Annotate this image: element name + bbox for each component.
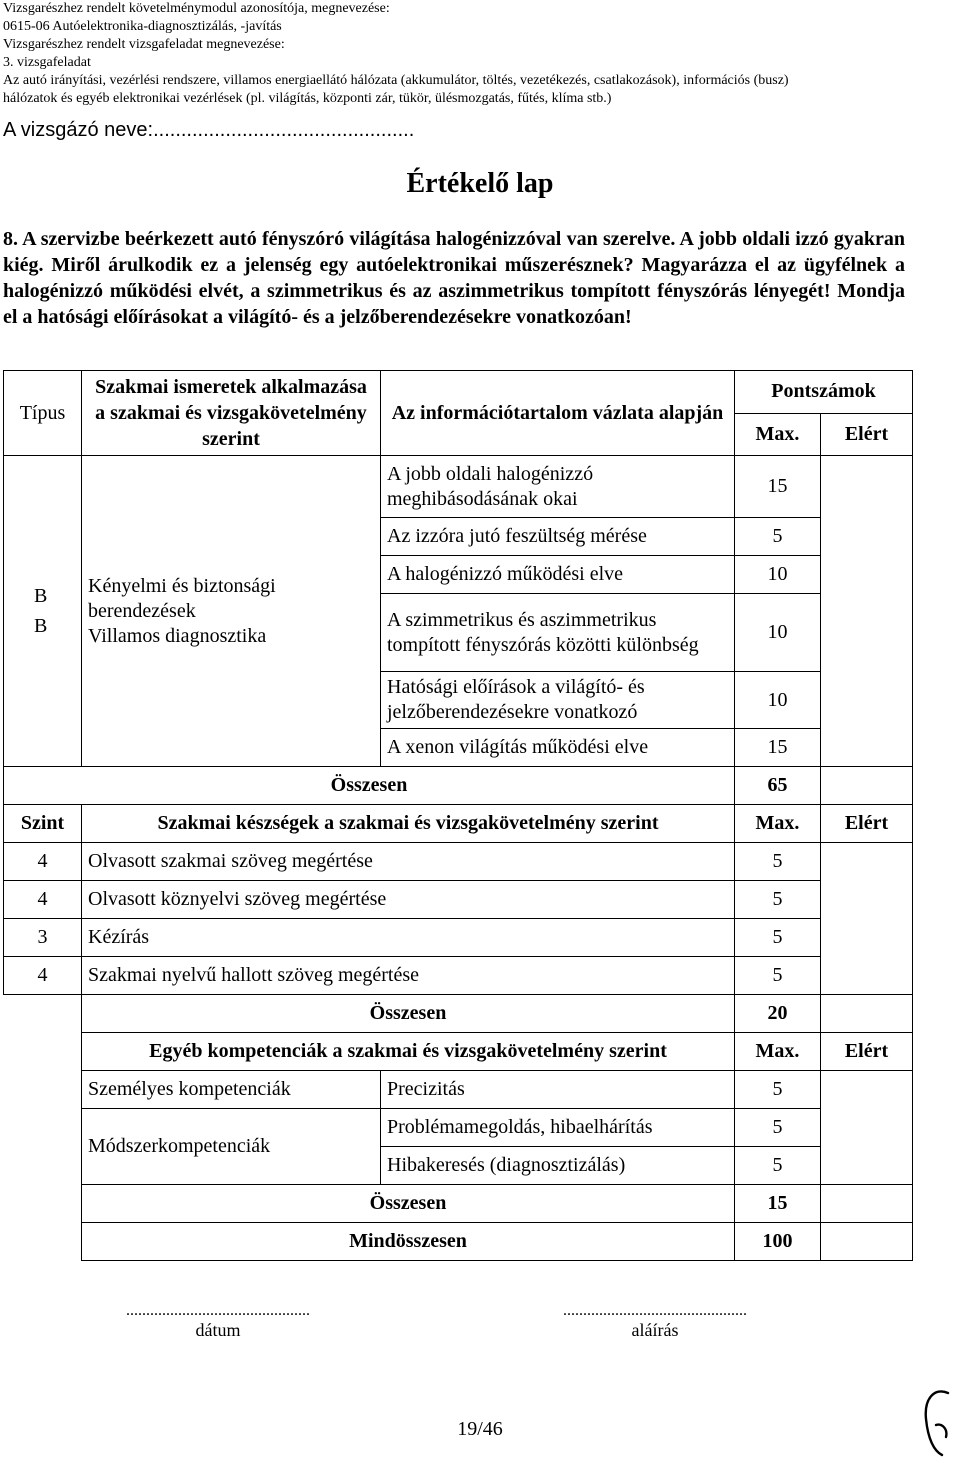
competency-achieved bbox=[821, 1071, 913, 1185]
skill-name: Olvasott szakmai szöveg megértése bbox=[82, 843, 735, 881]
competency-group: Személyes kompetenciák bbox=[82, 1071, 381, 1109]
competency-max: 5 bbox=[735, 1147, 821, 1185]
blank-cell bbox=[4, 995, 82, 1261]
page-number: 19/46 bbox=[457, 1418, 503, 1440]
header-achieved: Elért bbox=[821, 805, 913, 843]
header-line: 0615-06 Autóelektronika-diagnosztizálás, -javítás bbox=[3, 19, 282, 34]
header-professional-knowledge: Szakmai ismeretek alkalmazása a szakmai és vizsgakövetelmény szerint bbox=[82, 371, 381, 456]
task-description: 8. A szervizbe beérkezett autó fényszóró világítása halogénizzóval van szerelve. A jobb oldali izzó gyakran kiég. Miről árulkodik ez a jelenség egy autóelektronikai műszerésznek? Magyarázza el az ügyfélnek a halogénizzó működési elvét, a szimmetrikus és az aszimmetrikus tompított fényszórás lényegét! Mondja el a hatósági előírásokat a világító- és a jelzőberendezésekre vonatkozóan! bbox=[3, 228, 905, 328]
info-item: A szimmetrikus és aszimmetrikus tompított fényszórás közötti különbség bbox=[381, 594, 735, 672]
info-max: 10 bbox=[735, 556, 821, 594]
header-achieved: Elért bbox=[821, 413, 913, 456]
examinee-name-field: A vizsgázó neve:............................................... bbox=[3, 119, 415, 141]
subtotal-achieved bbox=[821, 995, 913, 1033]
competency-group: Módszerkompetenciák bbox=[82, 1109, 381, 1185]
skill-name: Szakmai nyelvű hallott szöveg megértése bbox=[82, 957, 735, 995]
competency-item: Problémamegoldás, hibaelhárítás bbox=[381, 1109, 735, 1147]
header-information-outline: Az információtartalom vázlata alapján bbox=[381, 371, 735, 456]
subtotal-value: 20 bbox=[735, 995, 821, 1033]
header-line: Az autó irányítási, vezérlési rendszere, villamos energiaellátó hálózata (akkumulátor, töltés, vezetékezés, csatlakozások), információs (busz) bbox=[3, 73, 789, 88]
info-max: 15 bbox=[735, 729, 821, 767]
competency-item: Precizitás bbox=[381, 1071, 735, 1109]
info-max: 15 bbox=[735, 456, 821, 518]
header-line: Vizsgarészhez rendelt követelménymodul azonosítója, megnevezése: bbox=[3, 1, 390, 16]
info-item: Az izzóra jutó feszültség mérése bbox=[381, 518, 735, 556]
topic: Villamos diagnosztika bbox=[88, 624, 267, 647]
handwritten-signature-icon bbox=[920, 1385, 956, 1459]
competency-max: 5 bbox=[735, 1109, 821, 1147]
subtotal-value: 65 bbox=[735, 767, 821, 805]
grand-total-label: Mindösszesen bbox=[82, 1223, 735, 1261]
competency-max: 5 bbox=[735, 1071, 821, 1109]
topic: Kényelmi és biztonsági berendezések bbox=[88, 574, 276, 622]
grand-total-achieved bbox=[821, 1223, 913, 1261]
info-max: 10 bbox=[735, 672, 821, 729]
type-cell bbox=[4, 456, 82, 767]
skill-max: 5 bbox=[735, 957, 821, 995]
header-type: Típus bbox=[4, 371, 82, 456]
signature-field bbox=[520, 1302, 790, 1341]
info-item: A xenon világítás működési elve bbox=[381, 729, 735, 767]
skill-max: 5 bbox=[735, 919, 821, 957]
header-level: Szint bbox=[4, 805, 82, 843]
header-max: Max. bbox=[735, 805, 821, 843]
skill-level: 4 bbox=[4, 957, 82, 995]
header-max: Max. bbox=[735, 413, 821, 456]
info-max: 5 bbox=[735, 518, 821, 556]
info-max: 10 bbox=[735, 594, 821, 672]
header-points: Pontszámok bbox=[735, 371, 913, 414]
skill-level: 4 bbox=[4, 881, 82, 919]
document-header bbox=[3, 0, 957, 108]
header-line: 3. vizsgafeladat bbox=[3, 55, 91, 70]
type-value: B bbox=[34, 615, 48, 637]
header-other-competencies: Egyéb kompetenciák a szakmai és vizsgakövetelmény szerint bbox=[82, 1033, 735, 1071]
skill-level: 3 bbox=[4, 919, 82, 957]
subtotal-value: 15 bbox=[735, 1185, 821, 1223]
skill-name: Olvasott köznyelvi szöveg megértése bbox=[82, 881, 735, 919]
header-skills: Szakmai készségek a szakmai és vizsgakövetelmény szerint bbox=[82, 805, 735, 843]
skill-name: Kézírás bbox=[82, 919, 735, 957]
subtotal-label: Összesen bbox=[4, 767, 735, 805]
header-achieved: Elért bbox=[821, 1033, 913, 1071]
topic-cell bbox=[82, 456, 381, 767]
signature-dots: .............................................. bbox=[563, 1302, 747, 1319]
date-label: dátum bbox=[195, 1320, 241, 1340]
signature-label: aláírás bbox=[631, 1320, 679, 1340]
skill-max: 5 bbox=[735, 881, 821, 919]
header-max: Max. bbox=[735, 1033, 821, 1071]
subtotal-achieved bbox=[821, 1185, 913, 1223]
subtotal-achieved bbox=[821, 767, 913, 805]
subtotal-label: Összesen bbox=[82, 1185, 735, 1223]
date-dots: .............................................. bbox=[126, 1302, 310, 1319]
date-field bbox=[83, 1302, 353, 1341]
evaluation-table bbox=[3, 370, 913, 1261]
skills-achieved bbox=[821, 843, 913, 995]
competency-item: Hibakeresés (diagnosztizálás) bbox=[381, 1147, 735, 1185]
page-title: Értékelő lap bbox=[406, 168, 554, 199]
header-line: Vizsgarészhez rendelt vizsgafeladat megnevezése: bbox=[3, 37, 285, 52]
type-value: B bbox=[34, 585, 48, 607]
skill-level: 4 bbox=[4, 843, 82, 881]
subtotal-label: Összesen bbox=[82, 995, 735, 1033]
info-item: A jobb oldali halogénizzó meghibásodásának okai bbox=[381, 456, 735, 518]
header-line: hálózatok és egyéb elektronikai vezérlések (pl. világítás, központi zár, tükör, ülésmozgatás, fűtés, klíma stb.) bbox=[3, 91, 612, 106]
grand-total-value: 100 bbox=[735, 1223, 821, 1261]
skill-max: 5 bbox=[735, 843, 821, 881]
info-item: A halogénizzó működési elve bbox=[381, 556, 735, 594]
info-item: Hatósági előírások a világító- és jelzőberendezésekre vonatkozó bbox=[381, 672, 735, 729]
achieved-cell bbox=[821, 456, 913, 767]
